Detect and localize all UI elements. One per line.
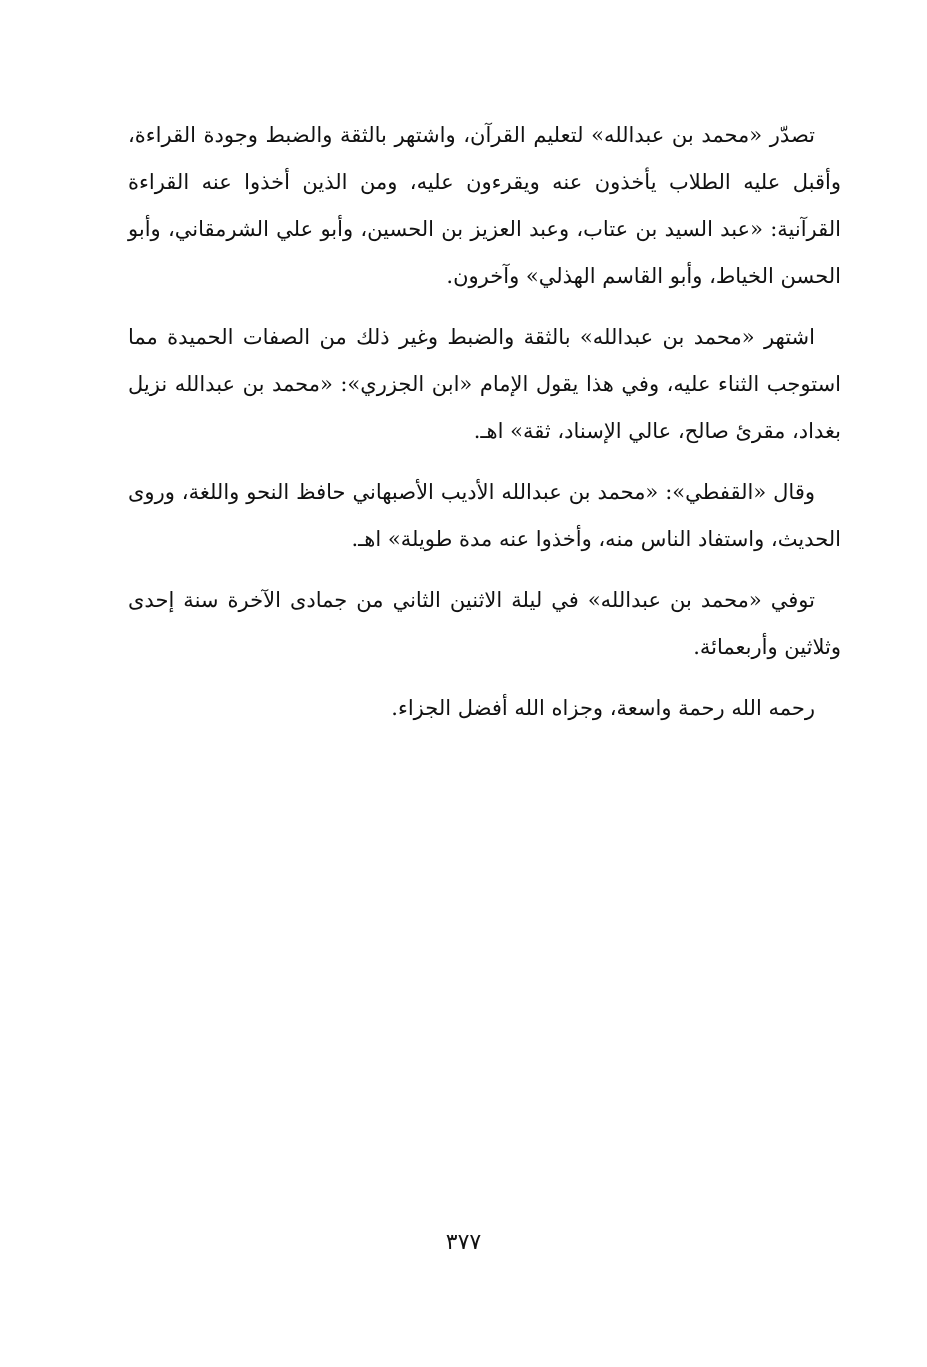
paragraph-death: توفي «محمد بن عبدالله» في ليلة الاثنين الثاني من جمادى الآخرة سنة إحدى وثلاثين وأربعمائة. [128, 588, 841, 659]
paragraph-qifti-quote: وقال «القفطي»: «محمد بن عبدالله الأديب الأصبهاني حافظ النحو واللغة، وروى الحديث، واستفاد الناس منه، وأخذوا عنه مدة طويلة» اهـ. [128, 480, 841, 551]
paragraph-prayer: رحمه الله رحمة واسعة، وجزاه الله أفضل الجزاء. [391, 696, 815, 720]
paragraph-reputation: اشتهر «محمد بن عبدالله» بالثقة والضبط وغير ذلك من الصفات الحميدة مما استوجب الثناء عليه، وفي هذا يقول الإمام «ابن الجزري»: «محمد بن عبدالله نزيل بغداد، مقرئ صالح، عالي الإسناد، ثقة» اهـ. [128, 325, 841, 443]
paragraph-teaching: تصدّر «محمد بن عبدالله» لتعليم القرآن، واشتهر بالثقة والضبط وجودة القراءة، وأقبل عليه الطلاب يأخذون عنه ويقرءون عليه، ومن الذين أخذوا عنه القراءة القرآنية: «عبد السيد بن عتاب، وعبد العزيز بن الحسين، وأبو علي الشرمقاني، وأبو الحسن الخياط، وأبو القاسم الهذلي» وآخرون. [128, 123, 841, 288]
body-text [128, 112, 841, 746]
page-number: ٣٧٧ [445, 1230, 482, 1255]
